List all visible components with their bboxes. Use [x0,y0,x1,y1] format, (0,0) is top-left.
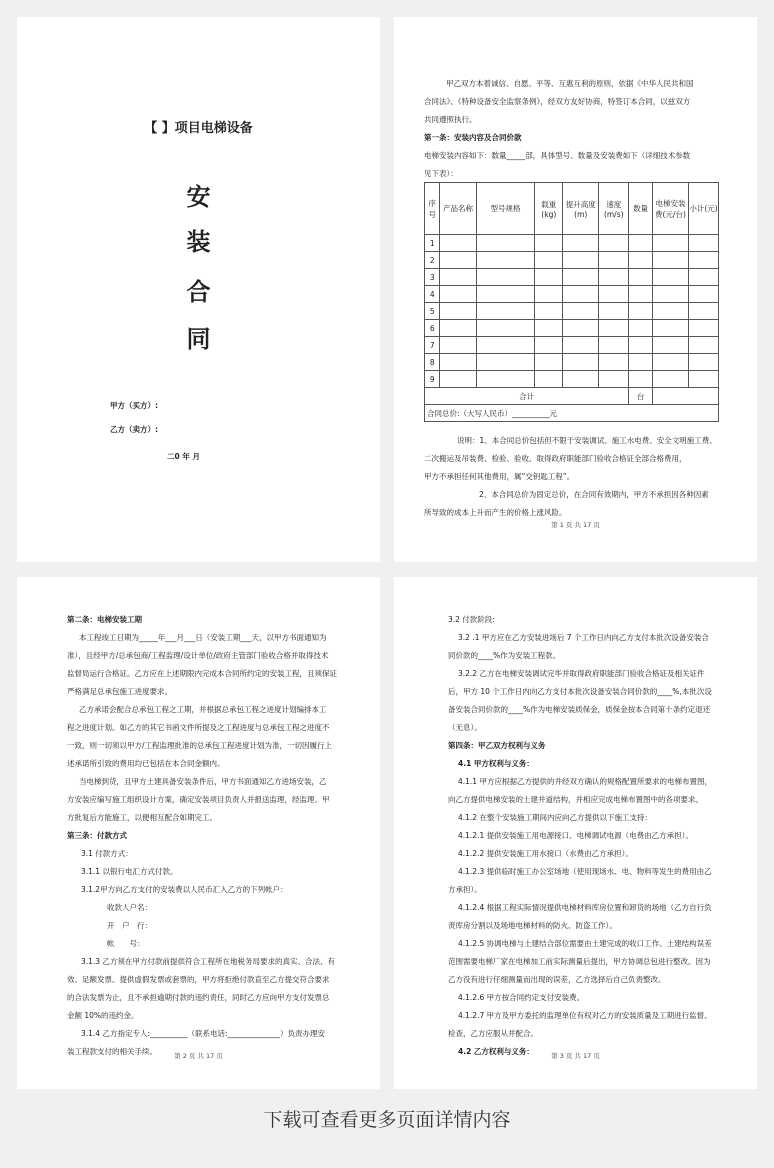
table-cell [629,286,653,303]
intro-paragraph [424,75,744,183]
note-line: 说明：1、本合同总价包括但不限于安装调试、施工水电费、安全文明施工费、 [457,436,717,445]
table-row [425,303,719,320]
contract-price: 合同总价:（大写人民币）__________元 [425,405,719,422]
para-line: （无息）。 [448,723,482,732]
th-speed: 速度(m/s) [599,183,629,235]
para-line: 装工程款支付的相关手续。 [67,1047,157,1056]
para-line: 范围需要电梯厂家在电梯加工前实际测量后提出，甲方协调总包进行整改。因为 [448,957,711,966]
row-index: 6 [425,320,440,337]
project-title: 【 】项目电梯设备 [144,121,253,136]
table-cell [440,252,476,269]
account-bank: 开 户 行： [107,921,152,930]
table-header-row [425,183,719,235]
row-index: 5 [425,303,440,320]
page3-body [436,611,746,1061]
table-cell [599,303,629,320]
table-cell [689,286,719,303]
page-1 [394,17,757,562]
table-cell [599,286,629,303]
account-name: 收款人户名： [107,903,152,912]
para-line: 效、足额发票。提供虚假发票或套票的，甲方将拒绝付款直至乙方提交符合要求 [67,975,330,984]
table-cell [563,337,599,354]
table-cell [689,371,719,388]
download-hint[interactable]: 下载可查看更多页面详情内容 [263,1109,511,1131]
table-cell [563,303,599,320]
table-cell [440,337,476,354]
cover-page [17,17,380,562]
table-cell [563,354,599,371]
para-line: 4.1.2 在整个安装施工期间内应向乙方提供以下施工支持： [458,813,652,822]
row-index: 1 [425,235,440,252]
table-row [425,269,719,286]
table-cell [652,337,688,354]
title-char-3: 合 [186,278,211,306]
para-line: 的合法发票为止，且不承担逾期付款的违约责任，同时乙方应向甲方支付发票总 [67,993,330,1002]
table-cell [629,269,653,286]
para-line: 4.1.2.7 甲方及甲方委托的监理单位有权对乙方的安装质量及工期进行监督、 [458,1011,712,1020]
row-index: 8 [425,354,440,371]
table-cell [476,286,535,303]
note-line: 2、本合同总价为固定总价，在合同有效期内，甲方不承担因各种因素 [479,490,709,499]
para-line: 4.1.2.6 甲方按合同约定支付安装费。 [458,993,585,1002]
para-line: 后，甲方 10 个工作日内向乙方支付本批次设备安装合同价款的____%,本批次设 [448,687,712,696]
page2-body [67,611,367,1061]
para-line: 3.1.4 乙方指定专人:__________（联系电话:______________）负责办理安 [81,1029,326,1038]
table-cell [476,235,535,252]
table-cell [689,354,719,371]
table-cell [476,354,535,371]
account-number: 帐 号： [107,939,145,948]
table-cell [535,235,563,252]
table-cell [476,337,535,354]
intro-line: 甲乙双方本着诚信、自愿、平等、互惠互利的原则，依据《中华人民共和国 [446,79,694,88]
note-line: 所导致的成本上升而产生的价格上涨风险。 [424,508,567,517]
page-number: 第 1 页 共 17 页 [551,521,600,529]
para-line: 方安装应编写施工组织设计方案，确定安装项目负责人并报送监理，经监理、甲 [67,795,330,804]
row-index: 2 [425,252,440,269]
table-cell [563,235,599,252]
page-3 [394,577,757,1089]
note-line: 甲方不承担任何其他费用，属“交钥匙工程”。 [424,472,575,481]
pay-line: 3.1.2甲方向乙方支付的安装费以人民币汇入乙方的下列帐户： [81,885,288,894]
table-cell [476,269,535,286]
table-cell [599,354,629,371]
table-cell [599,320,629,337]
table-cell [563,286,599,303]
table-cell [629,337,653,354]
table-cell [440,269,476,286]
row-index: 4 [425,286,440,303]
table-cell [652,303,688,320]
para-line: 监督局运行合格证。乙方应在上述期限内完成本合同所约定的安装工程，且须保证 [67,669,337,678]
para-line: 本工程竣工日期为_____年___月___日（安装工期___天，以甲方书面通知为 [79,633,327,642]
th-qty: 数量 [629,183,653,235]
table-cell [563,269,599,286]
table-cell [563,320,599,337]
table-cell [563,252,599,269]
table-cell [689,269,719,286]
table-cell [440,235,476,252]
table-cell [652,354,688,371]
table-cell [652,320,688,337]
th-subtotal: 小计(元) [689,183,719,235]
table-cell [689,337,719,354]
table-cell [629,252,653,269]
table-cell [535,269,563,286]
table-cell [652,252,688,269]
table-cell [629,303,653,320]
table-row [425,371,719,388]
para-line: 3.2 付款阶段: [448,615,495,624]
th-model: 型号规格 [476,183,535,235]
para-line: 3.2.2 乙方在电梯安装调试完毕并取得政府职能部门验收合格证及相关证件 [458,669,705,678]
para-line: 4.1.2.3 提供临时施工办公室场地（使用现场水、电、物料等发生的费用由乙 [458,867,712,876]
table-row [425,286,719,303]
th-index: 序号 [425,183,440,235]
para-line: 当电梯到货，且甲方土建具备安装条件后，甲方书面通知乙方进场安装，乙 [79,777,327,786]
table-row [425,320,719,337]
table-cell [535,286,563,303]
para-line: 方批复后方能施工，以便相互配合如期完工。 [67,813,217,822]
note-line: 二次搬运及吊装费、检验、验收、取得政府职能部门验收合格证全部合格费用， [424,454,687,463]
para-line: 3.1.3 乙方须在甲方付款前提供符合工程所在地税务局要求的真实、合法、有 [81,957,335,966]
table-row [425,354,719,371]
page-number: 第 2 页 共 17 页 [174,1052,223,1060]
section-heading: 4.2 乙方权利与义务： [458,1047,534,1056]
table-cell [535,252,563,269]
table-cell [599,269,629,286]
table-cell [689,320,719,337]
para-line: 4.1.2.1 提供安装施工用电源接口、电梯调试电源（电费由乙方承担）。 [458,831,693,840]
row-index: 9 [425,371,440,388]
intro-line: 合同法》、《特种设备安全监察条例》，经双方友好协商，特签订本合同，以兹双方 [424,97,691,106]
table-cell [629,354,653,371]
table-cell [476,252,535,269]
table-cell [476,371,535,388]
table-cell [535,371,563,388]
party-a-label: 甲方（买方）: [110,401,158,410]
table-cell [535,337,563,354]
para-line: 金额 10%的违约金。 [67,1011,139,1020]
section-heading: 4.1 甲方权利与义务： [458,759,534,768]
table-cell [599,252,629,269]
pay-line: 3.1.1 以银行电汇方式付款。 [81,867,178,876]
table-cell [599,371,629,388]
table-row [425,252,719,269]
row-index: 3 [425,269,440,286]
para-line: 同价款的____%作为安装工程款。 [448,651,561,660]
para-line: 述承诺所引致的费用均已包括在本合同金额内。 [67,759,225,768]
table-cell [599,235,629,252]
article2-title: 第二条：电梯安装工期 [67,615,142,624]
para-line: 检查，乙方应服从并配合。 [448,1029,538,1038]
table-total-row [425,388,719,405]
article1-title: 第一条：安装内容及合同价款 [424,133,522,142]
party-b-label: 乙方（卖方）: [110,425,158,434]
para-line: 严格满足总承包施工进度要求。 [67,687,172,696]
para-line: 责库房分割以及场地电梯材料的防火、防盗工作）。 [448,921,617,930]
th-fee: 电梯安装费(元/台) [652,183,688,235]
para-line: 4.1.2.5 协调电梯与土建结合部位需要由土建完成的收口工作。土建结构误差 [458,939,712,948]
para-line: 一致，则一切须以甲方/工程监理批准的总承包工程进度计划为准，一切因履行上 [67,741,333,750]
para-line: 3.2 .1 甲方应在乙方安装进场后 7 个工作日内向乙方支付本批次设备安装合 [458,633,709,642]
table-cell [652,235,688,252]
para-line: 乙方没有进行仔细测量而出现的误差，乙方选择后自己负责整改。 [448,975,666,984]
title-char-2: 装 [186,228,211,256]
section-heading: 第四条：甲乙双方权利与义务 [448,741,546,750]
table-cell [535,320,563,337]
table-cell [652,286,688,303]
table-cell [629,371,653,388]
table-cell [563,371,599,388]
cover-date: 二0 年 月 [167,452,200,461]
table-cell [440,354,476,371]
table-cell [652,269,688,286]
para-line: 乙方承诺会配合总承包工程之工期，并根据总承包工程之进度计划编排本工 [79,705,327,714]
table-row [425,235,719,252]
table-cell [689,235,719,252]
para-line: 方承担）。 [448,885,482,894]
title-char-4: 同 [186,325,211,353]
table-cell [476,303,535,320]
article1-line: 电梯安装内容如下：数量_____部，具体型号、数量及安装费如下（详细技术参数 [424,151,691,160]
article1-line: 见下表）： [424,169,458,178]
install-table [424,182,719,422]
table-cell [476,320,535,337]
table-cell [629,320,653,337]
title-char-1: 安 [186,183,211,211]
table-cell [440,371,476,388]
page-2 [17,577,380,1089]
para-line: 准），且经甲方/总承包商/工程监理/设计单位/政府主管部门验收合格并取得技术 [67,651,329,660]
pay-line: 3.1 付款方式： [81,849,133,858]
article3-title: 第三条：付款方式 [67,831,127,840]
para-line: 向乙方提供电梯安装的土建井道结构，并相应完成电梯布置图中的各项要求。 [448,795,703,804]
table-cell [440,303,476,320]
total-cell [652,388,718,405]
para-line: 4.1.2.4 根据工程实际情况提供电梯材料库房位置和卸货的场地（乙方自行负 [458,903,712,912]
th-load: 载重(kg) [535,183,563,235]
notes [424,432,744,522]
para-line: 4.1.1 甲方应根据乙方提供的并经双方确认的规格配置所要求的电梯布置图， [458,777,712,786]
table-cell [629,235,653,252]
table-cell [599,337,629,354]
th-product: 产品名称 [440,183,476,235]
th-height: 提升高度(m) [563,183,599,235]
unit-label: 台 [629,388,653,405]
table-row [425,337,719,354]
para-line: 程之进度计划。如乙方的其它书函文件所提及之工程进度与总承包工程之进度不 [67,723,330,732]
table-price-row [425,405,719,422]
table-cell [440,286,476,303]
row-index: 7 [425,337,440,354]
total-label: 合计 [425,388,629,405]
table-cell [689,252,719,269]
page-number: 第 3 页 共 17 页 [551,1052,600,1060]
table-cell [440,320,476,337]
table-cell [652,371,688,388]
table-cell [535,354,563,371]
para-line: 备安装合同价款的____%作为电梯安装质保金，质保金按本合同第十条约定退还 [448,705,711,714]
table-cell [689,303,719,320]
para-line: 4.1.2.2 提供安装施工用水接口（水费由乙方承担）。 [458,849,633,858]
table-cell [535,303,563,320]
intro-line: 共同遵照执行。 [424,115,477,124]
